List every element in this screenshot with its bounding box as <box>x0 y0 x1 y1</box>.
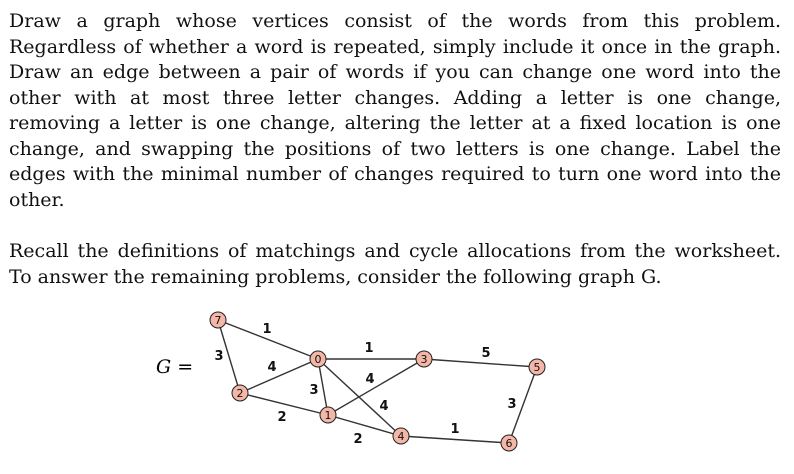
edge-label-3-5: 5 <box>481 346 491 361</box>
edge-label-0-3: 1 <box>364 341 374 356</box>
node-label-7: 7 <box>214 314 222 327</box>
node-label-1: 1 <box>324 409 332 422</box>
edge-label-7-2: 3 <box>214 349 224 364</box>
node-label-5: 5 <box>533 361 541 374</box>
edge-label-1-4: 2 <box>353 432 363 447</box>
problem-paragraph: Draw a graph whose vertices consist of the words from this problem. Regardless of whether a word is repeated, simply include it once in the graph. Draw an edge between a pair of words if you can change one word into the other with at most three letter changes. Adding a letter is one change, removing a letter is one change, altering the letter at a fixed location is one change, and swapping the positions of two letters is one change. Label the edges with the minimal number of changes required to turn one word into the other. <box>9 10 781 211</box>
recall-paragraph: Recall the definitions of matchings and cycle allocations from the worksheet. To answer the remaining problems, consider the following graph G. <box>9 240 781 288</box>
edge-label-0-4: 4 <box>379 399 389 414</box>
node-label-2: 2 <box>236 387 244 400</box>
edge-layer <box>218 320 537 443</box>
edge-label-4-6: 1 <box>450 422 460 437</box>
node-label-3: 3 <box>420 353 428 366</box>
edge-label-1-3: 4 <box>365 372 375 387</box>
node-label-4: 4 <box>397 430 405 443</box>
graph-figure <box>150 305 550 455</box>
node-layer <box>210 312 545 451</box>
edge-label-7-0: 1 <box>262 322 272 337</box>
graph-label: G = <box>156 356 194 378</box>
edge-label-2-0: 4 <box>267 360 277 375</box>
node-label-0: 0 <box>314 353 322 366</box>
edge-label-5-6: 3 <box>507 397 517 412</box>
edge-4-6 <box>401 436 509 443</box>
edge-label-2-1: 2 <box>277 410 287 425</box>
node-label-6: 6 <box>505 437 513 450</box>
edge-1-3 <box>328 359 424 415</box>
edge-2-0 <box>240 359 318 393</box>
edge-label-0-1: 3 <box>309 383 319 398</box>
